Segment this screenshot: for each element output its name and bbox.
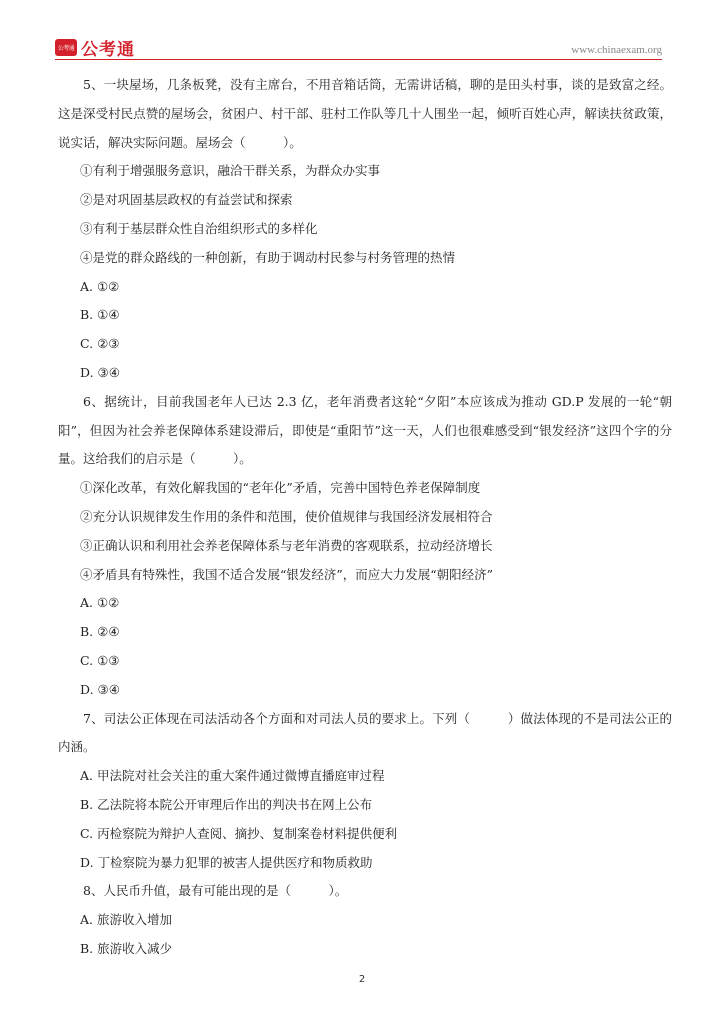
question-8-option-a: A. 旅游收入增加 <box>80 912 172 928</box>
question-5-stem: 5、一块屋场，几条板凳，没有主席台，不用音箱话筒，无需讲话稿，聊的是田头村事，谈的是致富之经。这是深受村民点赞的屋场会，贫困户、村干部、驻村工作队等几十人围坐一起，倾听百姓心声，解读扶贫政策，说实话，解决实际问题。屋场会（ ）。 <box>58 77 672 150</box>
question-5-option-a: A. ①② <box>80 278 120 294</box>
logo-mark: 公考通 <box>55 39 77 56</box>
question-7-option-c: C. 丙检察院为辩护人查阅、摘抄、复制案卷材料提供便利 <box>80 825 398 841</box>
question-6-item-1: ①深化改革，有效化解我国的“老年化”矛盾，完善中国特色养老保障制度 <box>80 480 481 496</box>
site-url: www.chinaexam.org <box>571 44 662 56</box>
question-5-option-b: B. ①④ <box>80 307 120 323</box>
question-6-option-c: C. ①③ <box>80 652 120 668</box>
question-6-item-2: ②充分认识规律发生作用的条件和范围，使价值规律与我国经济发展相符合 <box>80 508 493 524</box>
question-6-stem: 6、据统计，目前我国老年人已达 2.3 亿，老年消费者这轮“夕阳”本应该成为推动 GD.P 发展的一轮“朝阳”，但因为社会养老保障体系建设滞后，即使是“重阳节”这一天，人们也很难感受到“银发经济”这四个字的分量。这给我们的启示是（ ）。 <box>58 393 672 467</box>
question-7-stem: 7、司法公正体现在司法活动各个方面和对司法人员的要求上。下列（ ）做法体现的不是司法公正的内涵。 <box>58 710 672 755</box>
question-7-option-d: D. 丁检察院为暴力犯罪的被害人提供医疗和物质救助 <box>80 854 373 870</box>
logo <box>55 35 135 60</box>
logo-text: 公考通 <box>81 40 135 60</box>
page-number: 2 <box>358 974 366 985</box>
question-6-option-b: B. ②④ <box>80 624 120 640</box>
question-8-option-b: B. 旅游收入减少 <box>80 940 173 956</box>
question-6-option-d: D. ③④ <box>80 681 120 697</box>
question-7-option-a: A. 甲法院对社会关注的重大案件通过微博直播庭审过程 <box>80 768 385 784</box>
question-6-item-3: ③正确认识和利用社会养老保障体系与老年消费的客观联系，拉动经济增长 <box>80 537 493 553</box>
question-7-option-b: B. 乙法院将本院公开审理后作出的判决书在网上公布 <box>80 796 373 812</box>
question-5-item-1: ①有利于增强服务意识，融洽干群关系，为群众办实事 <box>80 163 381 179</box>
page-header <box>0 0 724 62</box>
document-body <box>58 71 672 964</box>
question-5-option-c: C. ②③ <box>80 336 120 352</box>
question-8-stem: 8、人民币升值，最有可能出现的是（ ）。 <box>83 883 348 899</box>
question-6-option-a: A. ①② <box>80 595 120 611</box>
question-5-item-4: ④是党的群众路线的一种创新，有助于调动村民参与村务管理的热情 <box>80 249 456 265</box>
question-5-item-3: ③有利于基层群众性自治组织形式的多样化 <box>80 220 318 236</box>
question-6-item-4: ④矛盾具有特殊性，我国不适合发展“银发经济”，而应大力发展“朝阳经济” <box>80 566 494 582</box>
header-divider <box>55 59 662 60</box>
question-5-option-d: D. ③④ <box>80 364 120 380</box>
question-5-item-2: ②是对巩固基层政权的有益尝试和探索 <box>80 192 293 208</box>
